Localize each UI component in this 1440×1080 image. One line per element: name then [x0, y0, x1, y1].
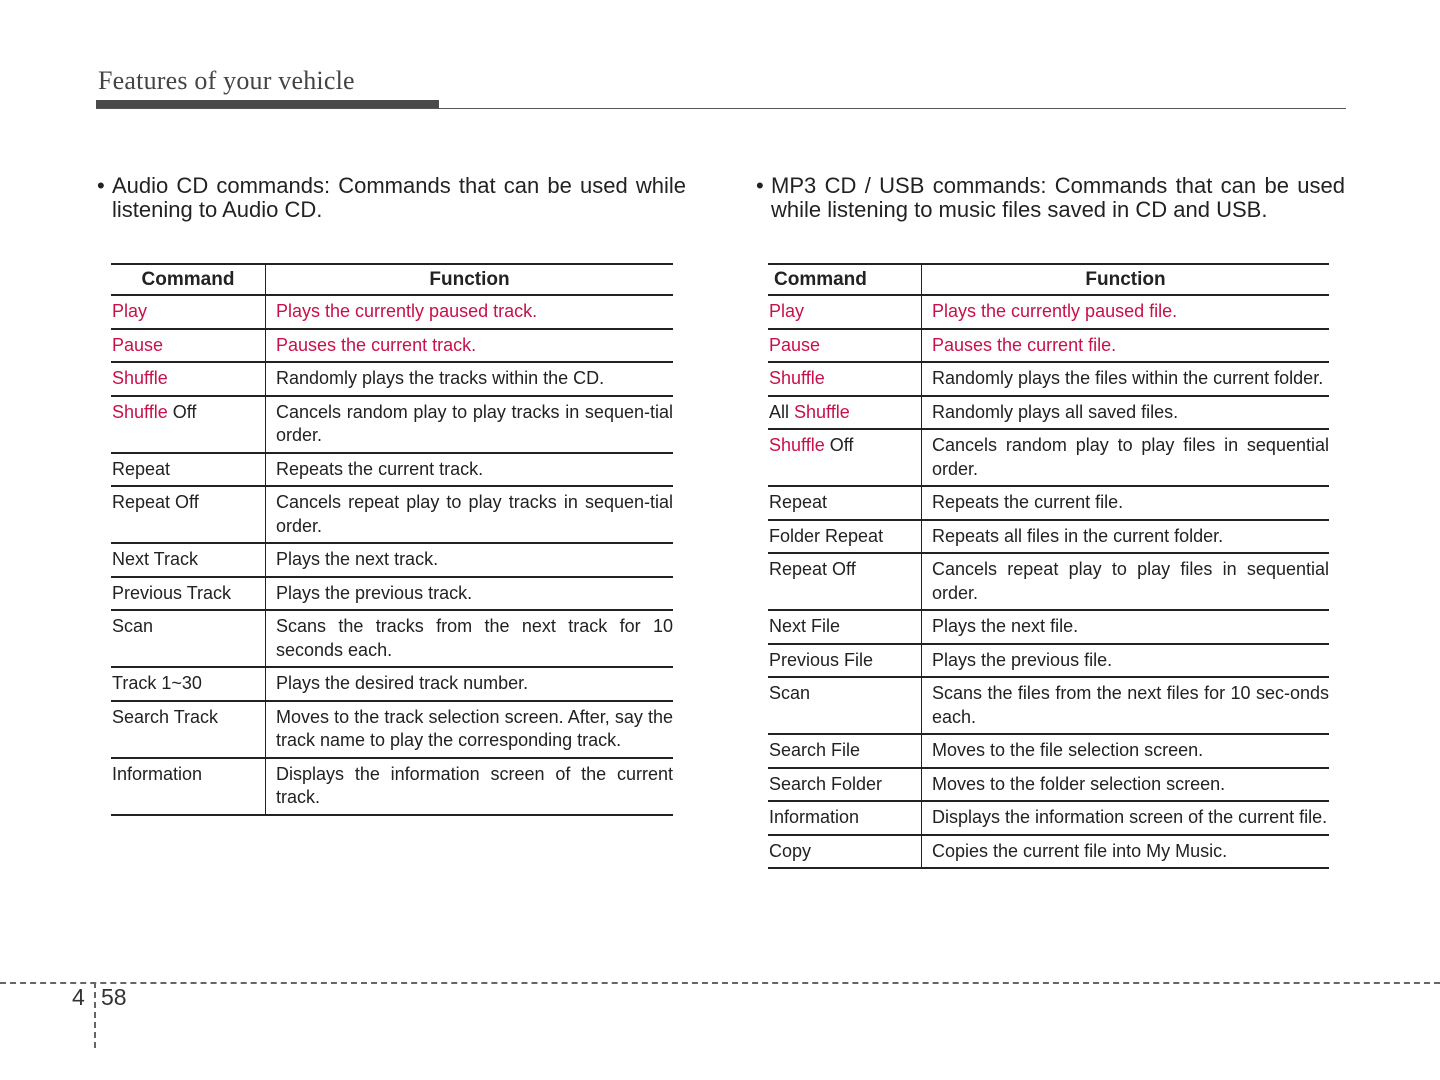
command-text-prefix: Next File — [769, 616, 841, 636]
command-text-hl: Shuffle — [769, 368, 825, 388]
command-text-hl: Shuffle — [112, 368, 168, 388]
audio-cd-intro — [97, 173, 686, 222]
command-text-hl: Pause — [769, 334, 821, 355]
function-cell: Moves to the folder selection screen. — [922, 768, 1330, 802]
table-header-row — [111, 264, 673, 295]
page-number: 58 — [101, 984, 127, 1010]
mp3-usb-intro — [756, 173, 1345, 222]
function-cell: Plays the next track. — [266, 543, 674, 577]
function-cell: Repeats the current track. — [266, 453, 674, 487]
table-row — [768, 644, 1329, 678]
command-text-prefix: Repeat — [769, 492, 828, 512]
function-cell: Plays the previous file. — [922, 644, 1330, 678]
function-cell: Scans the files from the next files for 10 sec-onds each. — [922, 677, 1330, 734]
function-cell: Displays the information screen of the current file. — [922, 801, 1330, 835]
function-cell: Copies the current file into My Music. — [922, 835, 1330, 869]
command-cell — [768, 677, 922, 734]
function-cell: Moves to the file selection screen. — [922, 734, 1330, 768]
command-text-prefix: Copy — [769, 840, 812, 861]
function-cell: Cancels repeat play to play files in sequential order. — [922, 553, 1330, 610]
chapter-number: 4 — [72, 984, 85, 1010]
table-row — [111, 667, 673, 701]
command-text-prefix: Previous Track — [112, 582, 232, 603]
command-text-prefix: Information — [769, 807, 860, 827]
function-cell: Cancels random play to play tracks in sequen-tial order. — [266, 396, 674, 453]
table-row — [768, 734, 1329, 768]
function-cell: Cancels repeat play to play tracks in sequen-tial order. — [266, 486, 674, 543]
table-row — [111, 362, 673, 396]
function-cell: Randomly plays the tracks within the CD. — [266, 362, 674, 396]
table-row — [768, 677, 1329, 734]
command-text-suffix: Off — [824, 435, 854, 455]
table-row — [111, 701, 673, 758]
function-cell: Plays the previous track. — [266, 577, 674, 611]
table-row — [111, 295, 673, 329]
command-cell — [768, 329, 922, 363]
function-cell: Moves to the track selection screen. After, say the track name to play the corresponding track. — [266, 701, 674, 758]
command-text-prefix: Search Folder — [769, 773, 883, 794]
table-row — [768, 553, 1329, 610]
command-cell — [111, 577, 266, 611]
command-cell — [768, 362, 922, 396]
function-cell: Plays the desired track number. — [266, 667, 674, 701]
table-row — [111, 453, 673, 487]
table-row — [768, 486, 1329, 520]
command-cell — [768, 520, 922, 554]
table-row — [768, 835, 1329, 869]
command-cell — [768, 295, 922, 329]
command-cell — [111, 610, 266, 667]
command-text-prefix: Scan — [112, 616, 154, 636]
table-row — [111, 610, 673, 667]
command-cell — [111, 396, 266, 453]
command-text-prefix: All — [769, 401, 795, 422]
footer-dashed-rule — [0, 982, 1440, 984]
table-row — [111, 577, 673, 611]
function-cell: Plays the currently paused track. — [266, 295, 674, 329]
command-text-prefix: Repeat Off — [112, 492, 199, 512]
command-cell — [768, 768, 922, 802]
command-cell — [768, 429, 922, 486]
bullet-icon: • — [756, 173, 764, 198]
command-text-hl: Shuffle — [112, 401, 168, 422]
audio-cd-commands-table — [111, 263, 673, 816]
function-cell: Pauses the current track. — [266, 329, 674, 363]
command-text-prefix: Search Track — [112, 706, 219, 727]
command-cell — [111, 701, 266, 758]
header-rule — [96, 108, 1346, 109]
table-row — [768, 520, 1329, 554]
column-header-command: Command — [768, 264, 922, 295]
command-text-hl: Pause — [112, 334, 164, 355]
command-cell — [768, 835, 922, 869]
function-cell: Repeats all files in the current folder. — [922, 520, 1330, 554]
command-cell — [768, 396, 922, 430]
table-row — [768, 768, 1329, 802]
command-cell — [768, 801, 922, 835]
table-row — [111, 396, 673, 453]
command-text-prefix: Track 1~30 — [112, 673, 202, 693]
table-row — [768, 295, 1329, 329]
command-text-hl: Play — [112, 301, 148, 321]
command-cell — [768, 734, 922, 768]
table-row — [111, 329, 673, 363]
function-cell: Displays the information screen of the current track. — [266, 758, 674, 815]
command-text-prefix: Scan — [769, 683, 811, 703]
function-cell: Scans the tracks from the next track for 10 seconds each. — [266, 610, 674, 667]
command-cell — [768, 553, 922, 610]
function-cell: Pauses the current file. — [922, 329, 1330, 363]
command-text-prefix: Repeat — [112, 458, 171, 479]
column-header-function: Function — [266, 264, 674, 295]
command-text-prefix: Folder Repeat — [769, 525, 884, 546]
command-cell — [111, 362, 266, 396]
command-text-prefix: Previous File — [769, 649, 874, 670]
function-cell: Randomly plays all saved files. — [922, 396, 1330, 430]
function-cell: Plays the currently paused file. — [922, 295, 1330, 329]
function-cell: Randomly plays the files within the current folder. — [922, 362, 1330, 396]
command-text-prefix: Search File — [769, 740, 861, 760]
table-row — [768, 429, 1329, 486]
column-header-function: Function — [922, 264, 1330, 295]
command-cell — [768, 610, 922, 644]
audio-cd-commands-body — [111, 295, 673, 815]
table-row — [768, 329, 1329, 363]
audio-cd-intro-text: Audio CD commands: Commands that can be used while listening to Audio CD. — [112, 173, 686, 222]
table-row — [111, 758, 673, 815]
command-cell — [111, 295, 266, 329]
command-cell — [111, 329, 266, 363]
command-cell — [111, 453, 266, 487]
command-cell — [111, 667, 266, 701]
command-text-hl: Shuffle — [794, 401, 850, 422]
command-text-prefix: Next Track — [112, 549, 199, 569]
function-cell: Repeats the current file. — [922, 486, 1330, 520]
mp3-usb-intro-text: MP3 CD / USB commands: Commands that can be used while listening to music files saved in CD and USB. — [771, 173, 1345, 222]
command-cell — [111, 758, 266, 815]
table-row — [768, 396, 1329, 430]
footer-dashed-divider — [94, 982, 96, 1048]
command-text-prefix: Repeat Off — [769, 559, 856, 579]
command-cell — [111, 543, 266, 577]
column-header-command: Command — [111, 264, 266, 295]
bullet-icon: • — [97, 173, 105, 198]
table-header-row — [768, 264, 1329, 295]
table-row — [768, 801, 1329, 835]
table-row — [111, 486, 673, 543]
table-row — [111, 543, 673, 577]
mp3-usb-commands-body — [768, 295, 1329, 868]
command-text-suffix: Off — [167, 401, 197, 422]
command-text-prefix: Information — [112, 763, 203, 784]
command-cell — [111, 486, 266, 543]
mp3-usb-commands-table — [768, 263, 1329, 869]
table-row — [768, 610, 1329, 644]
command-cell — [768, 486, 922, 520]
command-cell — [768, 644, 922, 678]
command-text-hl: Play — [769, 301, 805, 321]
function-cell: Cancels random play to play files in sequential order. — [922, 429, 1330, 486]
command-text-hl: Shuffle — [769, 435, 825, 455]
table-row — [768, 362, 1329, 396]
page-header-title: Features of your vehicle — [98, 66, 355, 95]
function-cell: Plays the next file. — [922, 610, 1330, 644]
